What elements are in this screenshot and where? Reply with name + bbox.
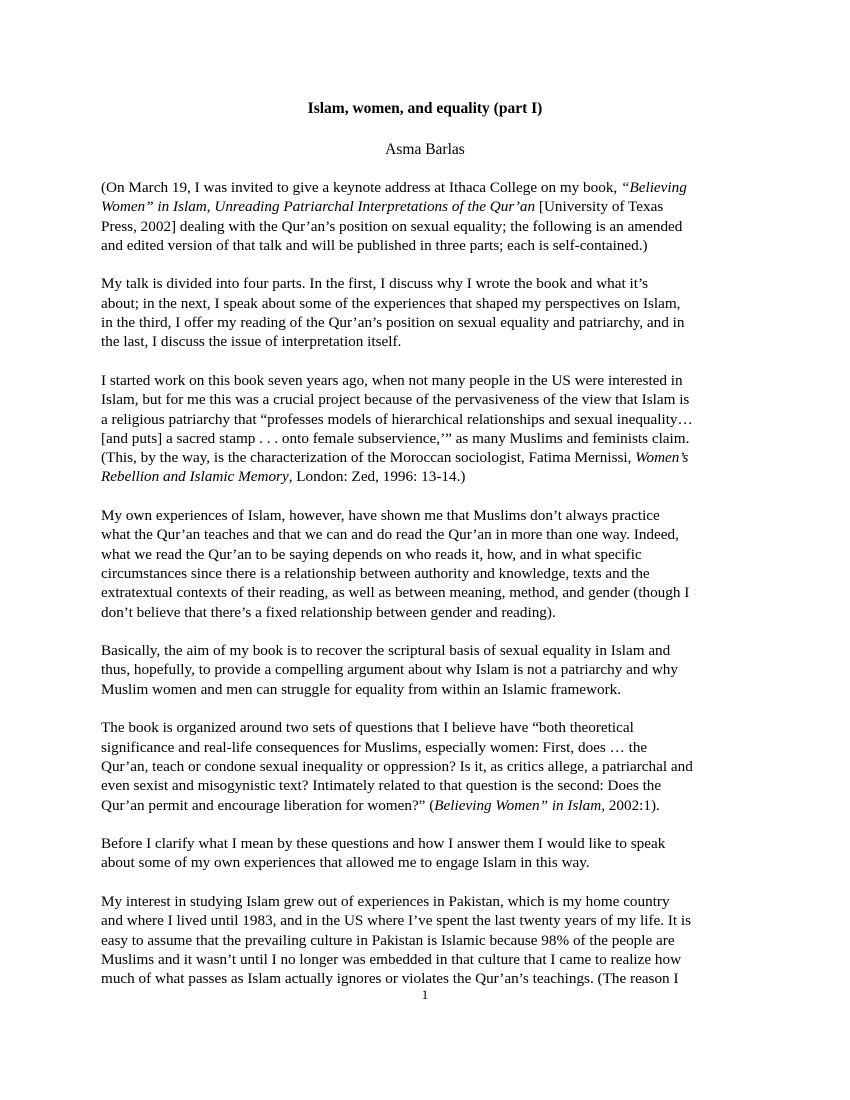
- text-segment: Before I clarify what I mean by these questions and how I answer them I would like to speak: [101, 835, 666, 853]
- text-line: [101, 583, 756, 602]
- text-segment: , London: Zed, 1996: 13-14.): [288, 468, 466, 486]
- text-segment: , 2002:1).: [601, 796, 660, 814]
- text-line: [101, 236, 756, 255]
- paragraph: [101, 274, 756, 351]
- text-segment: Qur’an, teach or condone sexual inequality or oppression? Is it, as critics allege, a patriarchal and: [101, 757, 693, 775]
- text-line: [101, 718, 756, 737]
- paragraph: [101, 506, 756, 622]
- text-segment: what we read the Qur’an to be saying depends on who reads it, how, and in what specific: [101, 545, 642, 563]
- paragraph: [101, 641, 756, 699]
- paragraph: [101, 892, 756, 988]
- text-line: [101, 525, 756, 544]
- text-line: [101, 911, 756, 930]
- text-segment: about; in the next, I speak about some of the experiences that shaped my perspectives on Islam,: [101, 294, 681, 312]
- text-segment: Muslim women and men can struggle for equality from within an Islamic framework.: [101, 680, 622, 698]
- text-line: [101, 738, 756, 757]
- italic-text: Women” in Islam, Unreading Patriarchal Interpretations of the Qur’an: [101, 198, 536, 216]
- text-line: [101, 564, 756, 583]
- text-line: [101, 757, 756, 776]
- text-segment: Muslims and it wasn’t until I no longer was embedded in that culture that I came to realize how: [101, 950, 682, 968]
- text-segment: the last, I discuss the issue of interpretation itself.: [101, 333, 402, 351]
- text-line: [101, 467, 756, 486]
- text-line: [101, 796, 756, 815]
- text-segment: Press, 2002] dealing with the Qur’an’s position on sexual equality; the following is an amended: [101, 217, 683, 235]
- text-line: [101, 313, 756, 332]
- paragraph: [101, 178, 756, 255]
- text-segment: (This, by the way, is the characterization of the Moroccan sociologist, Fatima Mernissi,: [101, 449, 636, 467]
- text-segment: [and puts] a sacred stamp . . . onto female subservience,’” as many Muslims and feminists claim.: [101, 429, 690, 447]
- text-segment: Qur’an permit and encourage liberation for women?” (: [101, 796, 435, 814]
- text-line: [101, 545, 756, 564]
- text-line: [101, 506, 756, 525]
- text-line: [101, 332, 756, 351]
- text-line: [101, 660, 756, 679]
- text-segment: in the third, I offer my reading of the Qur’an’s position on sexual equality and patriarchy, and in: [101, 314, 685, 332]
- text-line: [101, 410, 756, 429]
- text-line: [101, 448, 756, 467]
- text-segment: circumstances since there is a relationship between authority and knowledge, texts and the: [101, 564, 650, 582]
- text-line: [101, 178, 756, 197]
- text-line: [101, 853, 756, 872]
- text-segment: [University of Texas: [535, 198, 664, 216]
- text-line: [101, 371, 756, 390]
- text-line: [101, 834, 756, 853]
- text-segment: thus, hopefully, to provide a compelling argument about why Islam is not a patriarchy and why: [101, 661, 678, 679]
- text-line: [101, 641, 756, 660]
- text-segment: what the Qur’an teaches and that we can and do read the Qur’an in more than one way. Indeed,: [101, 526, 679, 544]
- text-segment: Basically, the aim of my book is to recover the scriptural basis of sexual equality in Islam and: [101, 642, 671, 660]
- text-segment: don’t believe that there’s a fixed relationship between gender and reading).: [101, 603, 556, 621]
- text-line: [101, 217, 756, 236]
- text-segment: My talk is divided into four parts. In the first, I discuss why I wrote the book and what it’s: [101, 275, 649, 293]
- italic-text: Believing Women” in Islam: [434, 796, 602, 814]
- text-line: [101, 776, 756, 795]
- italic-text: Rebellion and Islamic Memory: [101, 468, 289, 486]
- text-line: [101, 274, 756, 293]
- italic-text: “Believing: [621, 179, 687, 196]
- text-line: [101, 931, 756, 950]
- text-segment: Islam, but for me this was a crucial project because of the pervasiveness of the view that Islam is: [101, 391, 690, 409]
- document-body: [101, 178, 756, 1008]
- text-line: [101, 892, 756, 911]
- text-segment: much of what passes as Islam actually ignores or violates the Qur’an’s teachings. (The reason I: [101, 970, 679, 988]
- text-segment: The book is organized around two sets of questions that I believe have “both theoretical: [101, 719, 634, 737]
- text-segment: and where I lived until 1983, and in the US where I’ve spent the last twenty years of my life. It is: [101, 912, 692, 930]
- text-line: [101, 390, 756, 409]
- text-line: [101, 603, 756, 622]
- document-author: Asma Barlas: [385, 141, 465, 158]
- text-segment: easy to assume that the prevailing culture in Pakistan is Islamic because 98% of the people are: [101, 931, 675, 949]
- text-segment: and edited version of that talk and will be published in three parts; each is self-contained.): [101, 236, 648, 254]
- text-segment: a religious patriarchy that “professes models of hierarchical relationships and sexual inequality…: [101, 410, 693, 428]
- text-segment: significance and real-life consequences for Muslims, especially women: First, does … the: [101, 738, 648, 756]
- text-segment: (On March 19, I was invited to give a keynote address at Ithaca College on my book,: [101, 179, 622, 196]
- text-segment: My own experiences of Islam, however, have shown me that Muslims don’t always practice: [101, 507, 660, 525]
- text-segment: My interest in studying Islam grew out of experiences in Pakistan, which is my home country: [101, 892, 670, 910]
- text-line: [101, 197, 756, 216]
- text-line: [101, 429, 756, 448]
- text-line: [101, 294, 756, 313]
- document-title: Islam, women, and equality (part I): [307, 100, 543, 117]
- paragraph: [101, 834, 756, 873]
- paragraph: [101, 371, 756, 487]
- italic-text: Women’s: [635, 449, 689, 467]
- paragraph: [101, 718, 756, 814]
- text-segment: even sexist and misogynistic text? Intimately related to that question is the second: Does the: [101, 777, 662, 795]
- text-segment: I started work on this book seven years ago, when not many people in the US were interested in: [101, 371, 683, 389]
- page-number: 1: [421, 987, 429, 1002]
- text-segment: extratextual contexts of their reading, as well as between meaning, method, and gender (though I: [101, 584, 690, 602]
- text-segment: about some of my own experiences that allowed me to engage Islam in this way.: [101, 854, 590, 872]
- text-line: [101, 950, 756, 969]
- text-line: [101, 680, 756, 699]
